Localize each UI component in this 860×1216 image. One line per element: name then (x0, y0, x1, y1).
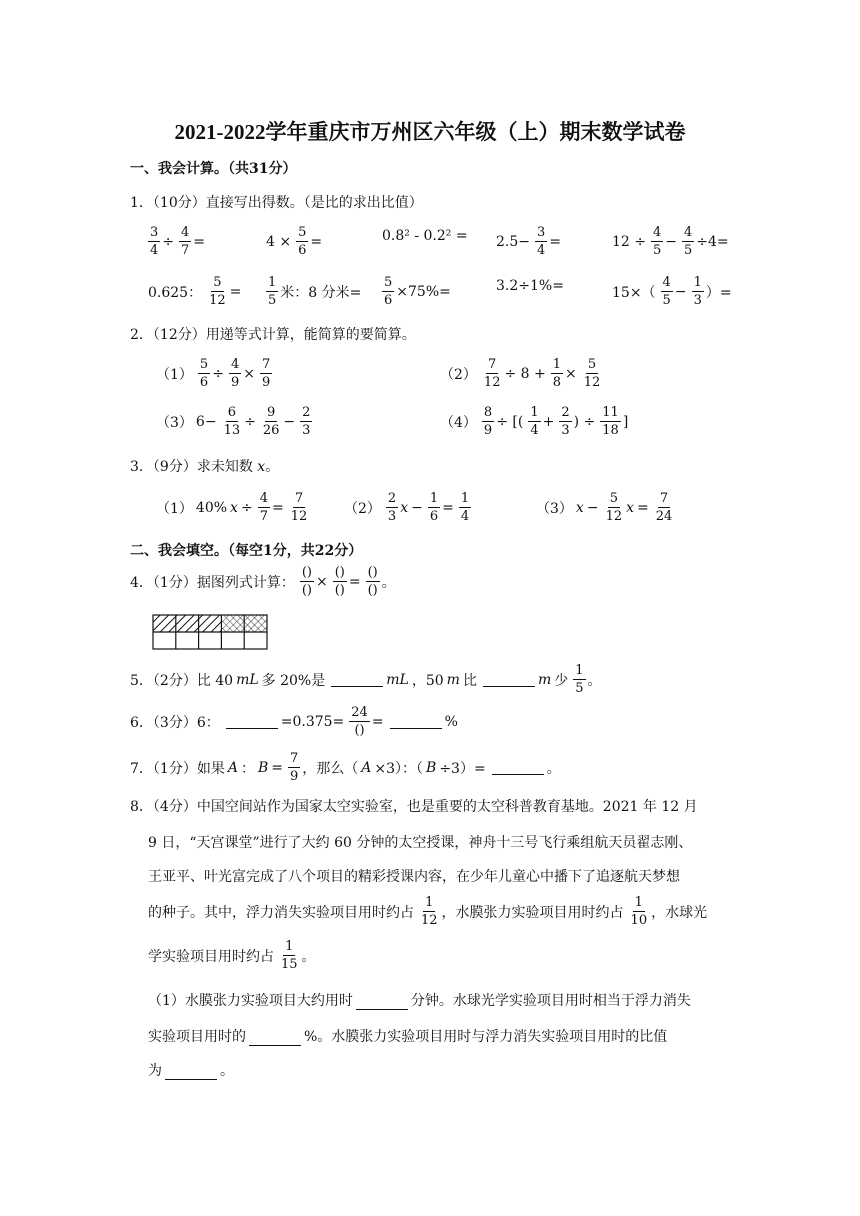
fraction: $\frac{4}{9}$ (230, 357, 240, 390)
q1-r2-d: 3.2÷1%= (496, 278, 564, 294)
q8-line-3: 王亚平、叶光富完成了八个项目的精彩授课内容，在少年儿童心中播下了追逐航天梦想 (148, 869, 680, 885)
fraction: $\frac{2}{3}$ (302, 405, 311, 438)
fraction: $\frac{8}{9}$ (483, 405, 493, 438)
q1-r1-d: 2.5− $\frac{3}{4}$ = (496, 225, 562, 258)
fraction: $\frac{2}{3}$ (387, 491, 397, 524)
grid-cell-crosshatched (221, 615, 244, 632)
fraction: $\frac{1}{6}$ (429, 491, 439, 524)
fraction: $\frac{1}{4}$ (530, 405, 539, 438)
fraction: $\frac{1}{10}$ (630, 895, 648, 928)
section-2-heading: 二、我会填空。（每空1分，共22分） (130, 543, 363, 559)
fraction: $\frac{5}{12}$ (605, 491, 623, 524)
q3-part-3: （3） x − $\frac{5}{12}$ x = $\frac{7}{24}$ (536, 491, 673, 524)
fraction: $\frac{1}{5}$ (268, 275, 277, 308)
fraction: $\frac{5}{6}$ (298, 225, 307, 258)
q8-subq-1-line-3: 为 。 (148, 1063, 234, 1079)
page-title: 2021-2022学年重庆市万州区六年级（上）期末数学试卷 (174, 120, 686, 144)
q3-part-1: （1） 40% x ÷ $\frac{4}{7}$ = $\frac{7}{12}$ (156, 491, 308, 524)
q7-line: 7．（1分）如果 A ： B = $\frac{7}{9}$ ，那么（ A ×3）：（ B ÷3）= 。 (130, 751, 561, 784)
q5-line: 5．（2分）比 40 mL 多 20%是 mL ，50 m 比 m 少 $\frac{1}{5}$ 。 (130, 663, 602, 696)
fraction-placeholder: $\frac{()}{()}$ (367, 565, 378, 598)
q8-line-4: 的种子。其中，浮力消失实验项目用时约占 $\frac{1}{12}$ ，水膜张力实验项目用时约占 $\frac{1}{10}$ ，水球光 (148, 895, 708, 928)
fraction-placeholder: $\frac{()}{()}$ (334, 565, 345, 598)
answer-blank[interactable] (483, 672, 535, 687)
q1-r2-b: $\frac{1}{5}$ 米：8 分米= (268, 275, 362, 308)
answer-blank[interactable] (390, 714, 442, 729)
q1-r2-e: 15×（ $\frac{4}{5}$ − $\frac{1}{3}$ ）= (612, 275, 732, 308)
q2-header: 2．（12分）用递等式计算，能简算的要简算。 (130, 327, 416, 343)
fraction: $\frac{11}{18}$ (602, 405, 619, 438)
fraction: $\frac{7}{9}$ (261, 357, 271, 390)
answer-blank[interactable] (226, 714, 278, 729)
q1-r1-a: $\frac{3}{4}$ ÷ $\frac{4}{7}$ = (150, 225, 206, 258)
q1-r1-c: 0.8² - 0.2² = (382, 228, 468, 244)
q2-part-4: （4） $\frac{8}{9}$ ÷ [( $\frac{1}{4}$ + $\frac{2}{3}$ ) ÷ $\frac{11}{18}$ ] (440, 405, 629, 438)
q8-subq-1-line-2: 实验项目用时的 %。水膜张力实验项目用时与浮力消失实验项目用时的比值 (148, 1029, 668, 1045)
fraction: $\frac{5}{12}$ (209, 275, 226, 308)
fraction: $\frac{5}{6}$ (384, 275, 393, 308)
fraction: $\frac{4}{7}$ (181, 225, 190, 258)
fraction: $\frac{1}{5}$ (575, 663, 584, 696)
q1-header: 1．（10分）直接写出得数。（是比的求出比值） (130, 195, 423, 211)
grid-cell-hatched (176, 615, 199, 632)
fraction-grid-diagram (152, 614, 268, 652)
fraction: $\frac{4}{7}$ (259, 491, 268, 524)
q1-r2-a: 0.625： $\frac{5}{12}$ = (148, 275, 242, 308)
q8-subq-1-line-1: （1）水膜张力实验项目大约用时 分钟。水球光学实验项目用时相当于浮力消失 (148, 993, 691, 1009)
fraction: $\frac{6}{13}$ (223, 405, 241, 438)
fraction: $\frac{4}{5}$ (684, 225, 693, 258)
fraction: $\frac{2}{3}$ (561, 405, 570, 438)
fraction: $\frac{5}{12}$ (583, 357, 601, 390)
q1-r1-e: 12 ÷ $\frac{4}{5}$ − $\frac{4}{5}$ ÷4= (612, 225, 729, 258)
q1-r2-c: $\frac{5}{6}$ ×75%= (384, 275, 451, 308)
answer-blank[interactable] (165, 1065, 217, 1080)
fraction: $\frac{9}{26}$ (262, 405, 280, 438)
q8-line-1: 8．（4分）中国空间站作为国家太空实验室，也是重要的太空科普教育基地。2021 年 12 月 (130, 799, 698, 815)
q2-part-3: （3） 6− $\frac{6}{13}$ ÷ $\frac{9}{26}$ − $\frac{2}{3}$ (156, 405, 311, 438)
fraction: $\frac{4}{5}$ (662, 275, 671, 308)
grid-cell-hatched (153, 615, 176, 632)
q2-part-1: （1） $\frac{5}{6}$ ÷ $\frac{4}{9}$ × $\frac{7}{9}$ (156, 357, 271, 390)
fraction: $\frac{1}{8}$ (552, 357, 562, 390)
grid-cell-crosshatched (244, 615, 267, 632)
q3-header: 3．（9分）求未知数 x。 (130, 459, 280, 475)
grid-cell-hatched (199, 615, 222, 632)
fraction: $\frac{7}{12}$ (483, 357, 501, 390)
fraction-placeholder: $\frac{()}{()}$ (301, 565, 312, 598)
q3-part-2: （2） $\frac{2}{3}$ x − $\frac{1}{6}$ = $\frac{1}{4}$ (344, 491, 470, 524)
fraction: $\frac{5}{6}$ (199, 357, 209, 390)
answer-blank[interactable] (249, 1031, 301, 1046)
q1-r1-b: 4 × $\frac{5}{6}$ = (266, 225, 323, 258)
fraction: $\frac{3}{4}$ (150, 225, 159, 258)
fraction: $\frac{1}{4}$ (460, 491, 470, 524)
fraction: $\frac{7}{12}$ (290, 491, 308, 524)
q6-line: 6．（3分）6： =0.375= $\frac{24}{()}$ = % (130, 705, 458, 738)
q2-part-2: （2） $\frac{7}{12}$ ÷ 8 + $\frac{1}{8}$ × $\frac{5}{12}$ (440, 357, 601, 390)
fraction: $\frac{1}{15}$ (281, 939, 298, 972)
fraction: $\frac{7}{24}$ (655, 491, 673, 524)
fraction: $\frac{24}{()}$ (351, 705, 368, 738)
q4-line: 4．（1分）据图列式计算： $\frac{()}{()}$ × $\frac{()}{()}$ = $\frac{()}{()}$ 。 (130, 565, 396, 598)
fraction: $\frac{1}{3}$ (693, 275, 702, 308)
fraction: $\frac{4}{5}$ (653, 225, 662, 258)
q8-line-2: 9 日，“天宫课堂”进行了大约 60 分钟的太空授课，神舟十三号飞行乘组航天员翟志刚、 (148, 835, 693, 851)
fraction: $\frac{7}{9}$ (289, 751, 299, 784)
fraction: $\frac{1}{12}$ (421, 895, 438, 928)
section-1-heading: 一、我会计算。（共31分） (130, 161, 297, 177)
answer-blank[interactable] (492, 760, 544, 775)
answer-blank[interactable] (331, 672, 383, 687)
q8-line-5: 学实验项目用时约占 $\frac{1}{15}$ 。 (148, 939, 316, 972)
fraction: $\frac{3}{4}$ (537, 225, 546, 258)
answer-blank[interactable] (356, 995, 408, 1010)
